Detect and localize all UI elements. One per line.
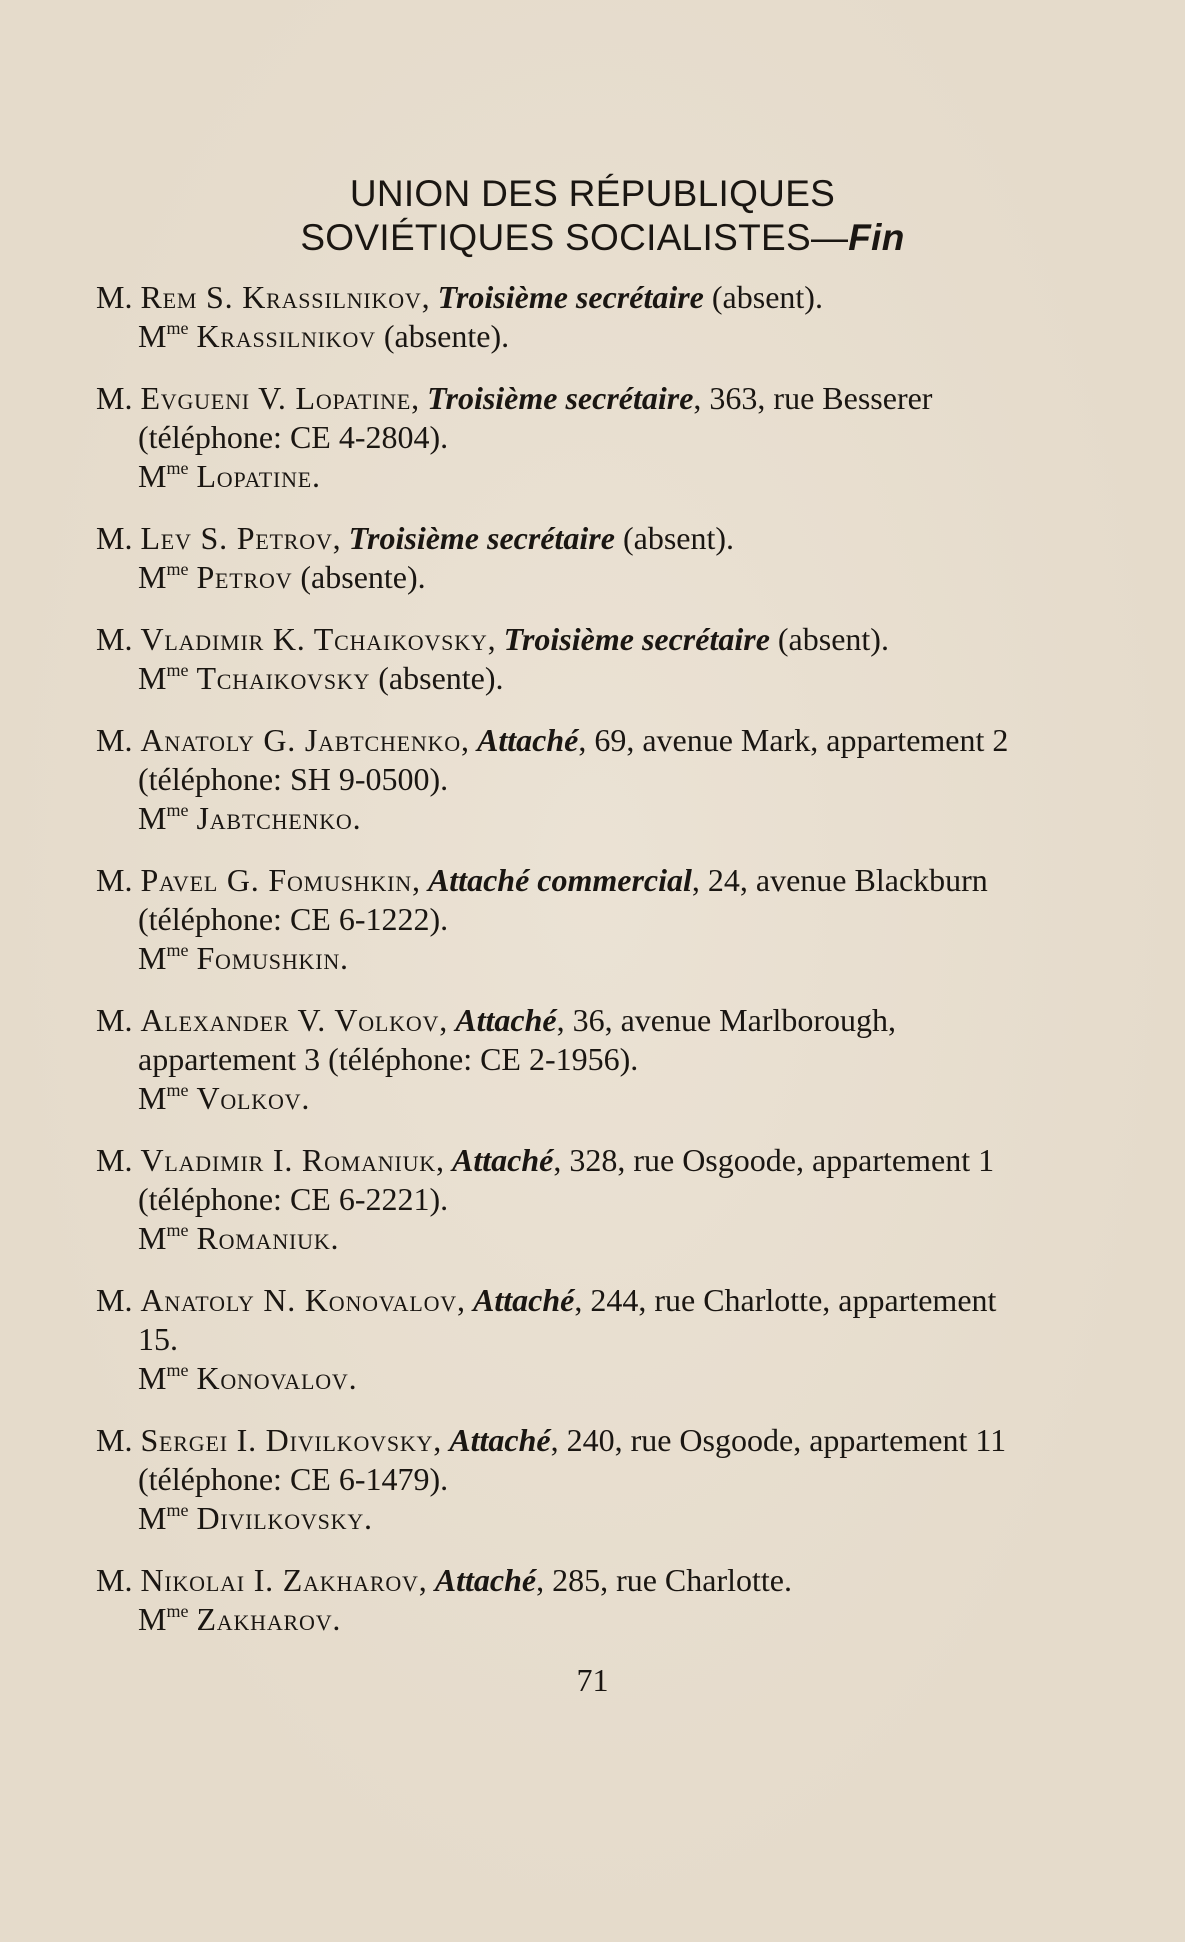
spouse-details: .: [330, 1220, 339, 1256]
diplomat-entry: [96, 519, 1026, 597]
diplomat-entry: [96, 278, 1026, 356]
spouse-name: Konovalov: [196, 1360, 349, 1396]
entry-main-line: M. Anatoly G. Jabtchenko, Attaché, 69, avenue Mark, appartement 2 (téléphone: SH 9-0500).: [96, 722, 1009, 797]
entry-details: , 24, avenue Blackburn (téléphone: CE 6-1222).: [138, 862, 988, 937]
entry-details: , 36, avenue Marlborough, appartement 3 (téléphone: CE 2-1956).: [138, 1002, 897, 1077]
spouse-name: Divilkovsky: [196, 1500, 365, 1536]
spouse-prefix: M: [138, 458, 167, 494]
entry-main-line: M. Rem S. Krassilnikov, Troisième secrétaire (absent).: [96, 279, 823, 315]
entry-prefix: M.: [96, 380, 141, 416]
entry-details: , 328, rue Osgoode, appartement 1 (téléphone: CE 6-2221).: [138, 1142, 995, 1217]
spouse-details: .: [332, 1601, 341, 1637]
entry-main-line: M. Lev S. Petrov, Troisième secrétaire (absent).: [96, 520, 735, 556]
spouse-name: Tchaikovsky: [196, 660, 371, 696]
entry-spouse-line: [96, 1600, 1026, 1639]
entry-spouse-line: [96, 939, 1026, 978]
entry-name: Sergei I. Divilkovsky: [140, 1422, 434, 1458]
entry-details: , 240, rue Osgoode, appartement 11 (téléphone: CE 6-1479).: [138, 1422, 1007, 1497]
diplomat-entry: [96, 1561, 1026, 1639]
entry-name: Nikolai I. Zakharov: [140, 1562, 419, 1598]
entry-title: Attaché: [449, 1422, 551, 1458]
entry-title: Attaché: [434, 1562, 537, 1598]
spouse-prefix: M: [138, 559, 167, 595]
spouse-prefix: M: [138, 660, 167, 696]
entry-name: Vladimir K. Tchaikovsky: [140, 621, 488, 657]
spouse-name: Petrov: [196, 559, 293, 595]
heading-fin: Fin: [848, 217, 905, 258]
entry-name: Anatoly N. Konovalov: [140, 1282, 457, 1318]
entry-main-line: M. Vladimir K. Tchaikovsky, Troisième secrétaire (absent).: [96, 621, 889, 657]
spouse-name: Jabtchenko: [196, 800, 353, 836]
spouse-details: .: [348, 1360, 357, 1396]
spouse-details: .: [352, 800, 361, 836]
entry-title: Attaché: [476, 722, 579, 758]
spouse-sup: me: [166, 1220, 189, 1240]
entry-title: Troisième secrétaire: [437, 279, 704, 315]
entry-details: (absent).: [769, 621, 889, 657]
entry-name: Evgueni V. Lopatine: [140, 380, 412, 416]
entry-prefix: M.: [96, 1282, 141, 1318]
spouse-prefix: M: [138, 1601, 167, 1637]
entry-prefix: M.: [96, 621, 141, 657]
entry-details: , 69, avenue Mark, appartement 2 (téléphone: SH 9-0500).: [138, 722, 1009, 797]
spouse-details: (absente).: [370, 660, 504, 696]
spouse-prefix: M: [138, 1220, 167, 1256]
spouse-details: .: [364, 1500, 373, 1536]
entry-prefix: M.: [96, 520, 141, 556]
spouse-prefix: M: [138, 1500, 167, 1536]
entry-prefix: M.: [96, 722, 141, 758]
entry-details: , 244, rue Charlotte, appartement 15.: [138, 1282, 997, 1357]
spouse-sup: me: [166, 1080, 189, 1100]
entry-main-line: M. Sergei I. Divilkovsky, Attaché, 240, rue Osgoode, appartement 11 (téléphone: CE 6-1479).: [96, 1422, 1007, 1497]
entry-spouse-line: [96, 659, 1026, 698]
entry-spouse-line: [96, 1219, 1026, 1258]
spouse-name: Krassilnikov: [196, 318, 376, 354]
entry-details: , 363, rue Besserer (téléphone: CE 4-2804).: [138, 380, 933, 455]
spouse-name: Fomushkin: [196, 940, 341, 976]
diplomat-entry: [96, 379, 1026, 496]
spouse-sup: me: [166, 1601, 189, 1621]
heading-line-2-text: SOVIÉTIQUES SOCIALISTES—: [300, 217, 849, 258]
diplomat-entry: [96, 1001, 1026, 1118]
spouse-name: Zakharov: [196, 1601, 333, 1637]
diplomat-entry: [96, 861, 1026, 978]
spouse-prefix: M: [138, 1360, 167, 1396]
entry-spouse-line: [96, 1079, 1026, 1118]
entry-details: (absent).: [703, 279, 823, 315]
spouse-name: Lopatine: [196, 458, 313, 494]
spouse-sup: me: [166, 1360, 189, 1380]
entry-name: Pavel G. Fomushkin: [140, 862, 412, 898]
spouse-prefix: M: [138, 318, 167, 354]
spouse-prefix: M: [138, 1080, 167, 1116]
page-number: 71: [576, 1662, 609, 1698]
spouse-sup: me: [166, 318, 189, 338]
entry-name: Alexander V. Volkov: [140, 1002, 440, 1038]
entry-main-line: M. Vladimir I. Romaniuk, Attaché, 328, rue Osgoode, appartement 1 (téléphone: CE 6-2221).: [96, 1142, 995, 1217]
spouse-details: (absente).: [375, 318, 510, 354]
spouse-sup: me: [166, 1500, 189, 1520]
entry-main-line: M. Pavel G. Fomushkin, Attaché commercial, 24, avenue Blackburn (téléphone: CE 6-1222).: [96, 862, 988, 937]
entry-title: Attaché: [452, 1142, 554, 1178]
entry-title: Troisième secrétaire: [348, 520, 615, 556]
entry-main-line: M. Evgueni V. Lopatine, Troisième secrétaire, 363, rue Besserer (téléphone: CE 4-2804).: [96, 380, 933, 455]
spouse-sup: me: [166, 559, 189, 579]
heading-line-1: UNION DES RÉPUBLIQUES: [349, 173, 836, 214]
entry-prefix: M.: [96, 279, 141, 315]
entry-name: Vladimir I. Romaniuk: [140, 1142, 436, 1178]
entry-prefix: M.: [96, 1422, 141, 1458]
spouse-sup: me: [166, 660, 189, 680]
entry-name: Lev S. Petrov: [140, 520, 333, 556]
entry-name: Rem S. Krassilnikov: [140, 279, 422, 315]
diplomat-entry: [96, 1281, 1026, 1398]
diplomat-entry: [96, 1421, 1026, 1538]
entry-spouse-line: [96, 1499, 1026, 1538]
entry-prefix: M.: [96, 862, 141, 898]
entry-name: Anatoly G. Jabtchenko: [140, 722, 461, 758]
spouse-name: Volkov: [196, 1080, 302, 1116]
spouse-details: .: [312, 458, 321, 494]
entry-title: Troisième secrétaire: [503, 621, 770, 657]
entry-title: Attaché: [455, 1002, 557, 1038]
spouse-sup: me: [166, 800, 189, 820]
entry-spouse-line: [96, 558, 1026, 597]
spouse-sup: me: [166, 458, 189, 478]
entry-spouse-line: [96, 317, 1026, 356]
spouse-details: .: [340, 940, 349, 976]
entry-main-line: M. Alexander V. Volkov, Attaché, 36, avenue Marlborough, appartement 3 (téléphone: CE 2-1956).: [96, 1002, 897, 1077]
entry-details: (absent).: [614, 520, 735, 556]
spouse-prefix: M: [138, 800, 167, 836]
section-heading: [0, 172, 1185, 260]
entry-spouse-line: [96, 1359, 1026, 1398]
heading-line-2: [0, 216, 1185, 260]
spouse-details: (absente).: [292, 559, 426, 595]
spouse-name: Romaniuk: [196, 1220, 331, 1256]
entry-main-line: M. Nikolai I. Zakharov, Attaché, 285, rue Charlotte.: [96, 1562, 792, 1598]
entry-details: , 285, rue Charlotte.: [536, 1562, 792, 1598]
entry-title: Troisième secrétaire: [427, 380, 694, 416]
diplomat-list: [96, 278, 1026, 1662]
spouse-sup: me: [166, 940, 189, 960]
entry-prefix: M.: [96, 1002, 141, 1038]
diplomat-entry: [96, 721, 1026, 838]
entry-title: Attaché: [473, 1282, 575, 1318]
diplomat-entry: [96, 1141, 1026, 1258]
spouse-details: .: [301, 1080, 310, 1116]
spouse-prefix: M: [138, 940, 167, 976]
diplomat-entry: [96, 620, 1026, 698]
entry-spouse-line: [96, 457, 1026, 496]
entry-title: Attaché commercial: [427, 862, 692, 898]
entry-spouse-line: [96, 799, 1026, 838]
entry-prefix: M.: [96, 1142, 141, 1178]
entry-prefix: M.: [96, 1562, 141, 1598]
entry-main-line: M. Anatoly N. Konovalov, Attaché, 244, rue Charlotte, appartement 15.: [96, 1282, 997, 1357]
